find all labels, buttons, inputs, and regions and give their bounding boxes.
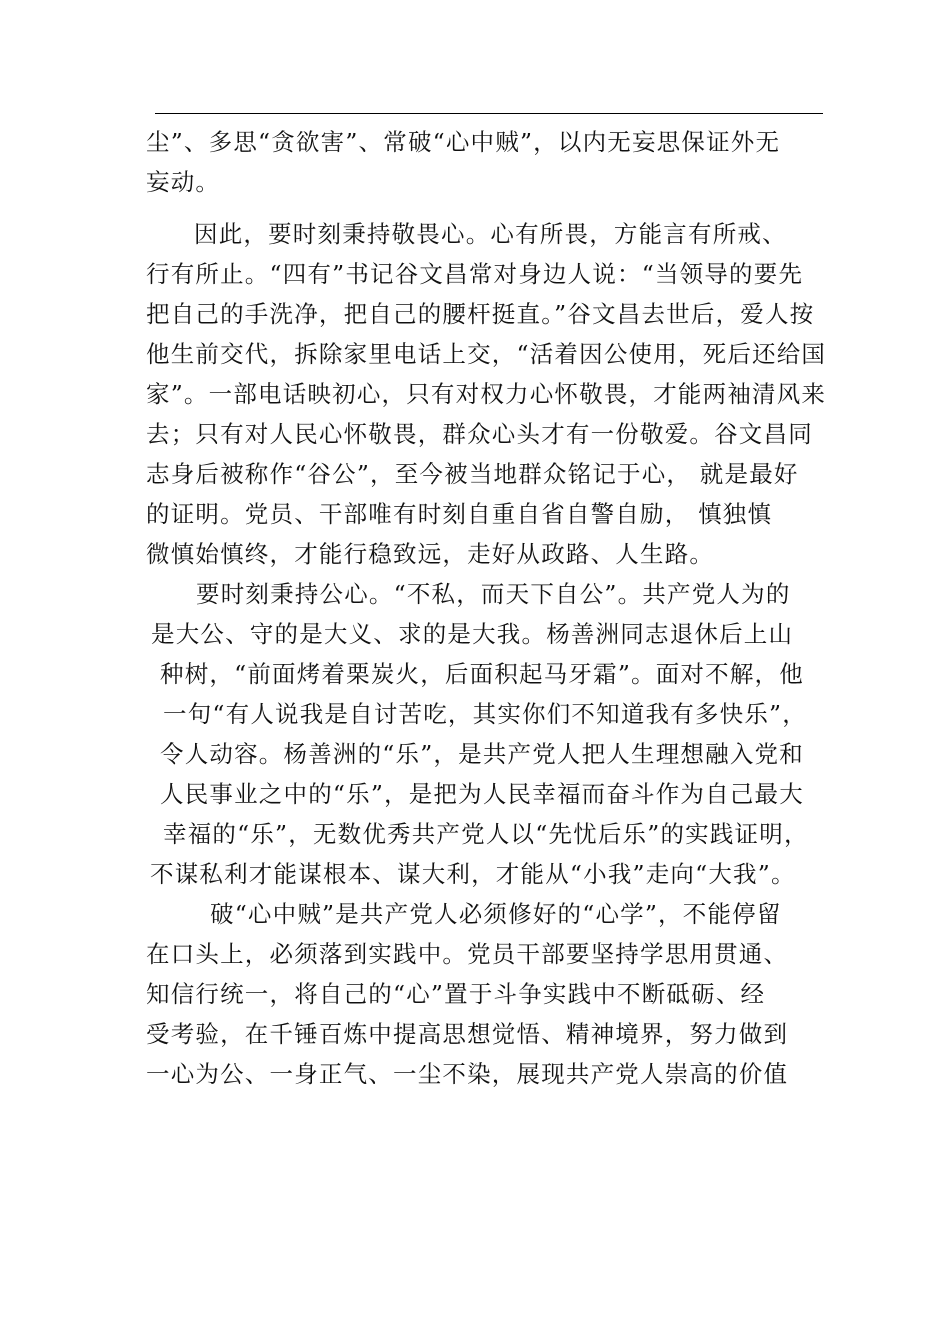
text-line: 因此，要时刻秉持敬畏心。心有所畏，方能言有所戒、 [194,220,787,248]
text-line: 去；只有对人民心怀敬畏，群众心头才有一份敬爱。谷文昌同 [146,420,813,448]
text-line: 种树，“前面烤着栗炭火，后面积起马牙霜”。面对不解，他 [160,660,804,688]
text-line: 尘”、多思“贪欲害”、常破“心中贼”，以内无妄思保证外无 [146,128,781,156]
text-line: 把自己的手洗净，把自己的腰杆挺直。”谷文昌去世后，爱人按 [146,300,815,328]
text-line: 是大公、守的是大义、求的是大我。杨善洲同志退休后上山 [151,620,794,648]
text-line: 幸福的“乐”，无数优秀共产党人以“先忧后乐”的实践证明， [163,820,809,848]
text-line: 家”。一部电话映初心，只有对权力心怀敬畏，才能两袖清风来 [146,380,827,408]
text-line: 他生前交代，拆除家里电话上交，“活着因公使用，死后还给国 [146,340,827,368]
text-line: 微慎始慎终，才能行稳致远，走好从政路、人生路。 [146,540,715,568]
text-line: 的证明。党员、干部唯有时刻自重自省自警自励， 慎独慎 [146,500,773,528]
text-line: 一心为公、一身正气、一尘不染，展现共产党人崇高的价值 [146,1060,789,1088]
text-line: 行有所止。“四有”书记谷文昌常对身边人说：“当领导的要先 [146,260,804,288]
text-line: 志身后被称作“谷公”，至今被当地群众铭记于心， 就是最好 [146,460,799,488]
text-line: 受考验，在千锤百炼中提高思想觉悟、精神境界，努力做到 [146,1020,789,1048]
text-line: 人民事业之中的“乐”，是把为人民幸福而奋斗作为自己最大 [160,780,804,808]
text-line: 在口头上，必须落到实践中。党员干部要坚持学思用贯通、 [146,940,789,968]
text-line: 要时刻秉持公心。“不私，而天下自公”。共产党人为的 [196,580,791,608]
header-rule [155,113,823,114]
text-line: 妄动。 [146,168,221,196]
text-line: 一句“有人说我是自讨苦吃，其实你们不知道我有多快乐”， [163,700,807,728]
text-line: 知信行统一，将自己的“心”置于斗争实践中不断砥砺、经 [146,980,766,1008]
text-line: 破“心中贼”是共产党人必须修好的“心学”，不能停留 [210,900,782,928]
text-line: 令人动容。杨善洲的“乐”，是共产党人把人生理想融入党和 [160,740,804,768]
text-line: 不谋私利才能谋根本、谋大利，才能从“小我”走向“大我”。 [150,860,796,888]
